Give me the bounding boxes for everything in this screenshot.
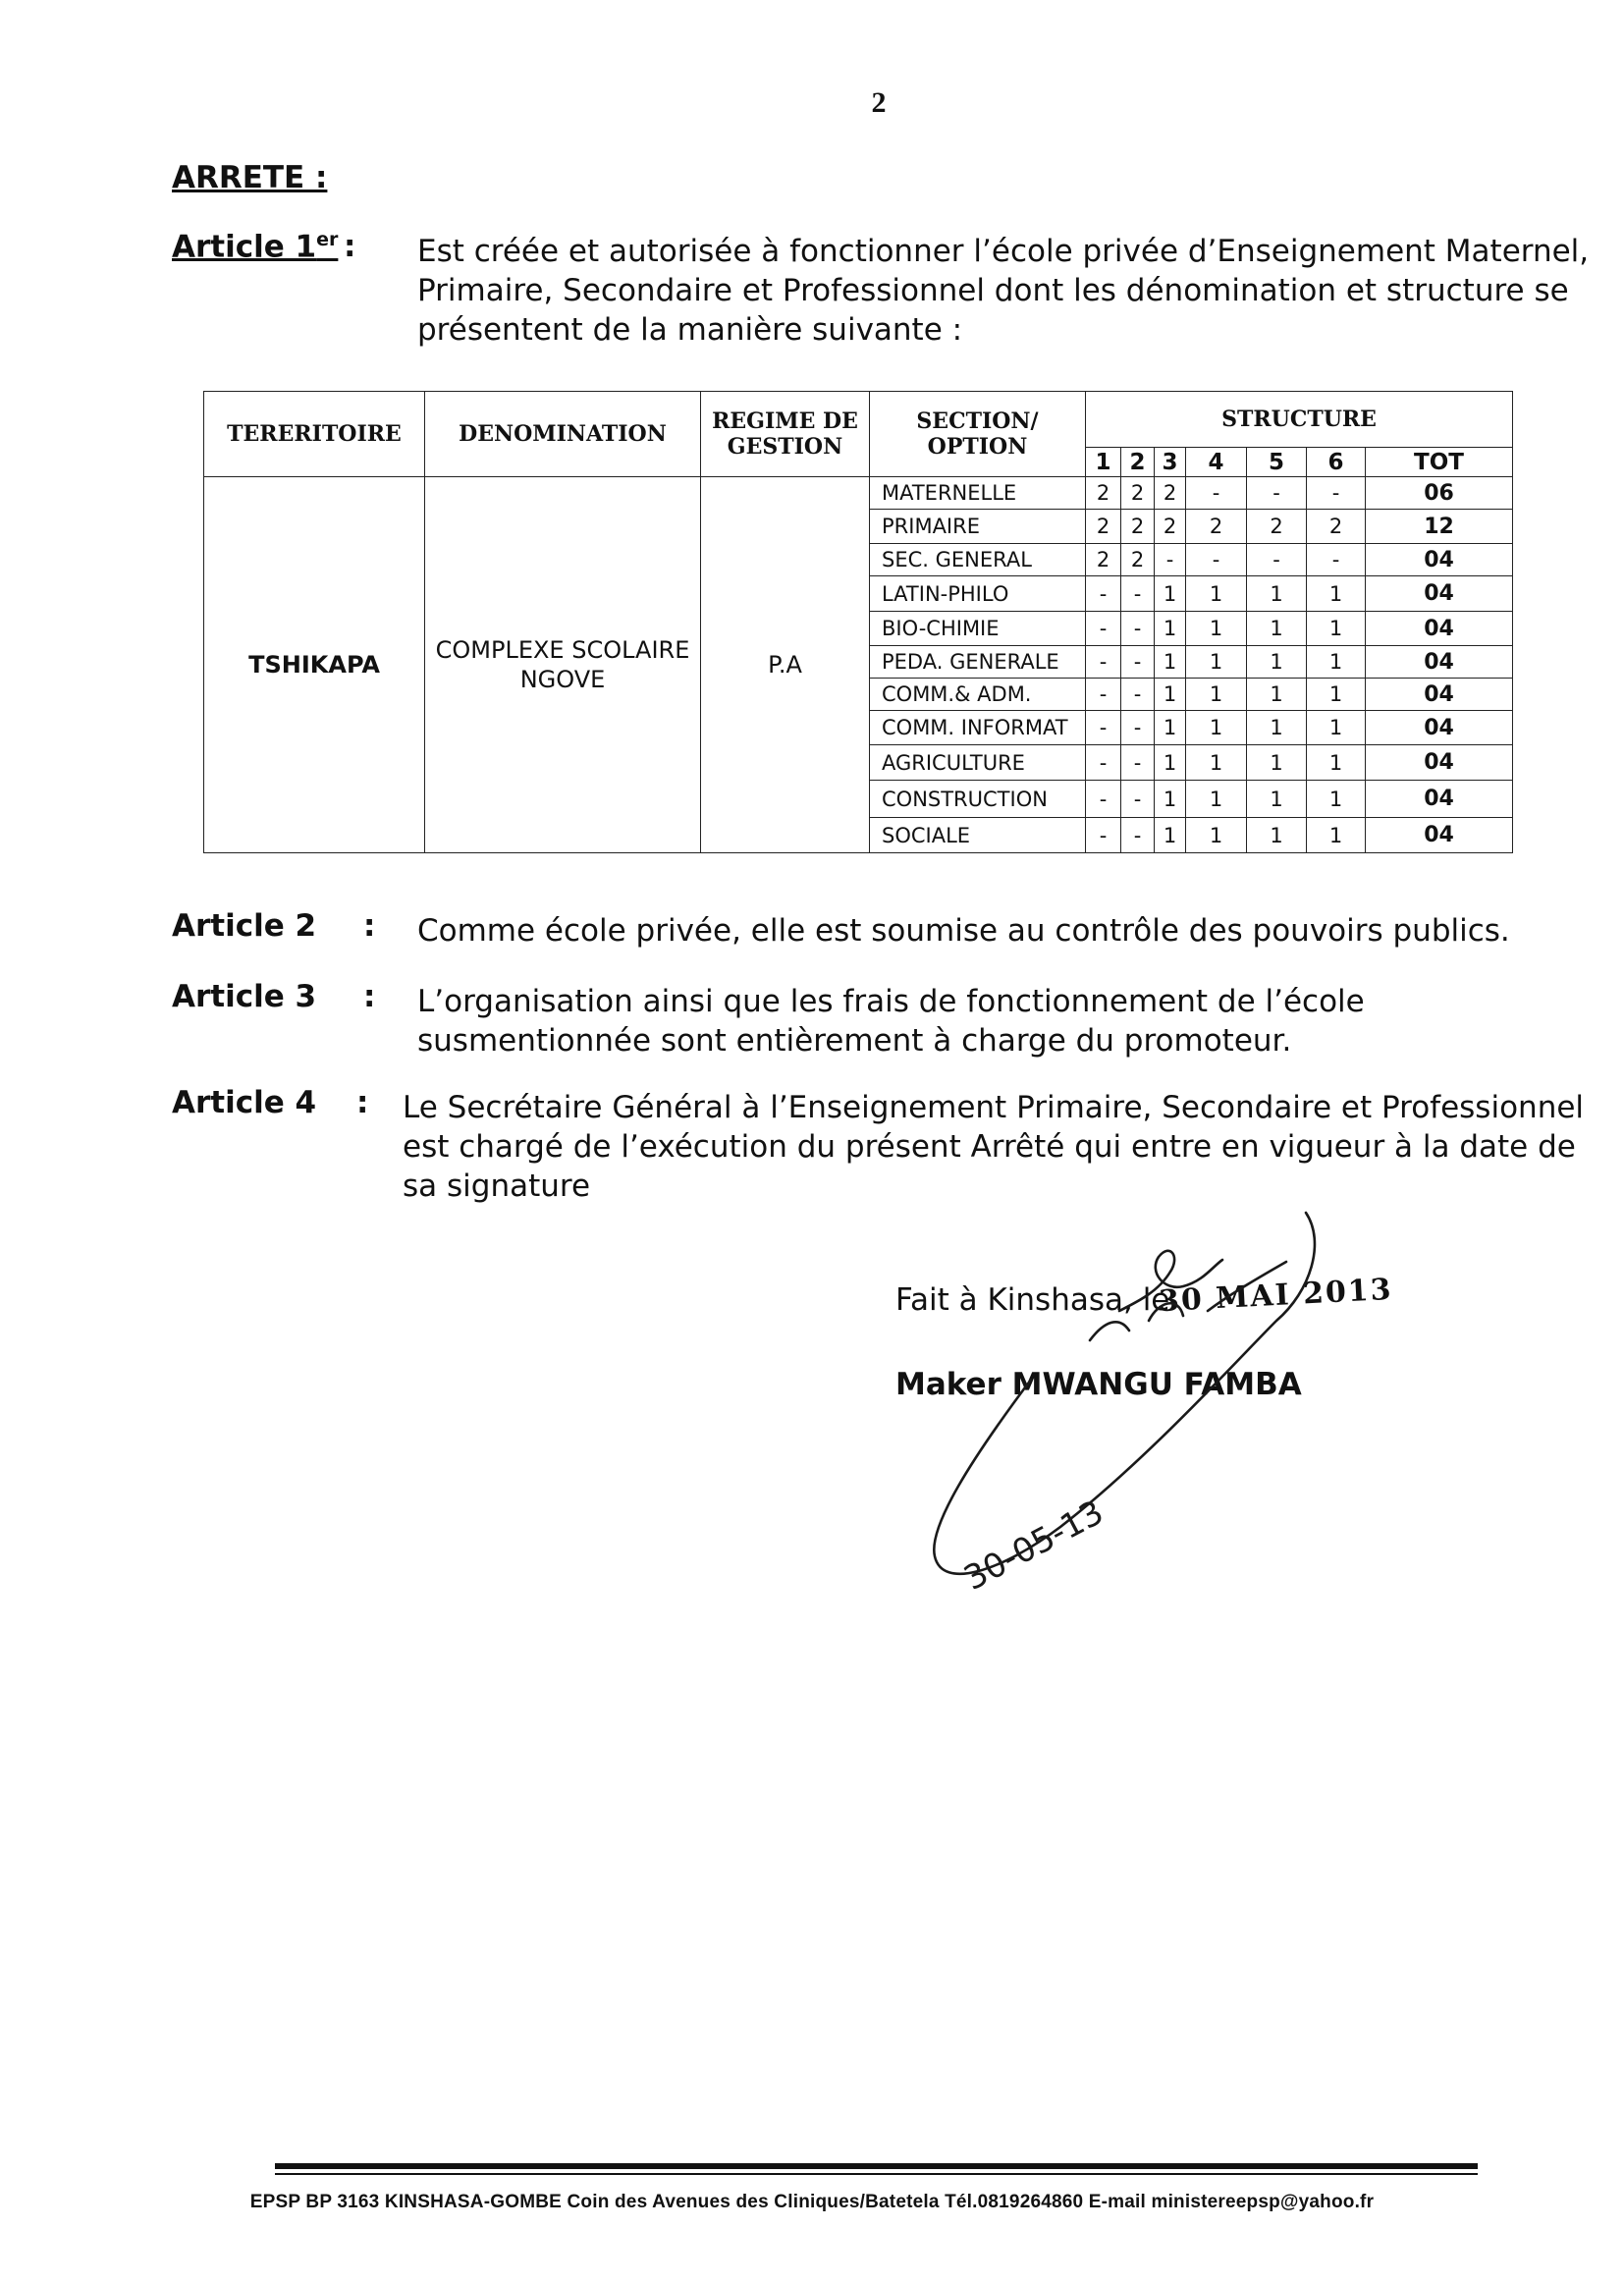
year-6-cell: 1: [1307, 646, 1366, 679]
year-1-cell: -: [1086, 781, 1121, 818]
territoire-cell: TSHIKAPA: [204, 477, 425, 853]
year-3-cell: 1: [1155, 745, 1186, 781]
year-6-cell: 1: [1307, 781, 1366, 818]
header-col-5: 5: [1247, 448, 1307, 477]
option-cell: LATIN-PHILO: [870, 576, 1086, 612]
article-4-label: Article 4: [172, 1085, 317, 1120]
option-cell: AGRICULTURE: [870, 745, 1086, 781]
year-1-cell: -: [1086, 818, 1121, 853]
year-1-cell: -: [1086, 679, 1121, 711]
article-3-text: [417, 982, 1365, 1060]
year-6-cell: 1: [1307, 818, 1366, 853]
table-row: [204, 477, 1513, 510]
option-cell: PRIMAIRE: [870, 510, 1086, 544]
year-4-cell: -: [1186, 544, 1247, 576]
year-4-cell: 1: [1186, 646, 1247, 679]
year-5-cell: 1: [1247, 711, 1307, 745]
year-4-cell: -: [1186, 477, 1247, 510]
year-6-cell: 1: [1307, 612, 1366, 646]
year-4-cell: 1: [1186, 745, 1247, 781]
total-cell: 06: [1366, 477, 1513, 510]
total-cell: 04: [1366, 818, 1513, 853]
year-5-cell: 1: [1247, 576, 1307, 612]
article-3-line: L’organisation ainsi que les frais de fonctionnement de l’école: [417, 984, 1365, 1019]
article-1-text: [417, 232, 1589, 350]
option-cell: SEC. GENERAL: [870, 544, 1086, 576]
year-3-cell: 1: [1155, 818, 1186, 853]
year-1-cell: -: [1086, 612, 1121, 646]
year-2-cell: -: [1121, 679, 1155, 711]
year-4-cell: 1: [1186, 679, 1247, 711]
option-cell: COMM. INFORMAT: [870, 711, 1086, 745]
year-2-cell: 2: [1121, 510, 1155, 544]
denomination-line: COMPLEXE SCOLAIRE: [435, 636, 690, 664]
year-6-cell: 1: [1307, 576, 1366, 612]
article-4-line: Le Secrétaire Général à l’Enseignement Primaire, Secondaire et Professionnel: [403, 1090, 1585, 1125]
year-2-cell: -: [1121, 576, 1155, 612]
article-4-line: sa signature: [403, 1169, 591, 1204]
article-1-line: Primaire, Secondaire et Professionnel dont les dénomination et structure se: [417, 273, 1569, 308]
year-6-cell: 1: [1307, 679, 1366, 711]
total-cell: 04: [1366, 612, 1513, 646]
year-5-cell: -: [1247, 477, 1307, 510]
year-3-cell: 1: [1155, 679, 1186, 711]
year-5-cell: 1: [1247, 745, 1307, 781]
article-3-label: Article 3: [172, 979, 317, 1014]
year-3-cell: 2: [1155, 477, 1186, 510]
year-2-cell: 2: [1121, 544, 1155, 576]
article-1-line: présentent de la manière suivante :: [417, 312, 963, 348]
article-1-label: Article 1er: [172, 229, 339, 265]
option-cell: SOCIALE: [870, 818, 1086, 853]
year-1-cell: -: [1086, 745, 1121, 781]
option-cell: MATERNELLE: [870, 477, 1086, 510]
total-cell: 04: [1366, 576, 1513, 612]
header-col-2: 2: [1121, 448, 1155, 477]
year-2-cell: -: [1121, 646, 1155, 679]
year-4-cell: 1: [1186, 818, 1247, 853]
option-cell: CONSTRUCTION: [870, 781, 1086, 818]
year-6-cell: -: [1307, 544, 1366, 576]
article-2-label: Article 2: [172, 908, 317, 944]
denomination-cell: [425, 477, 701, 853]
header-denomination: DENOMINATION: [425, 392, 701, 477]
year-2-cell: -: [1121, 745, 1155, 781]
footer-rule-thin: [275, 2173, 1478, 2175]
year-3-cell: -: [1155, 544, 1186, 576]
year-5-cell: -: [1247, 544, 1307, 576]
year-1-cell: 2: [1086, 510, 1121, 544]
article-3-line: susmentionnée sont entièrement à charge du promoteur.: [417, 1023, 1292, 1059]
total-cell: 04: [1366, 711, 1513, 745]
year-1-cell: -: [1086, 576, 1121, 612]
year-5-cell: 1: [1247, 646, 1307, 679]
year-4-cell: 1: [1186, 711, 1247, 745]
footer-address: EPSP BP 3163 KINSHASA-GOMBE Coin des Avenues des Cliniques/Batetela Tél.0819264860 E-mail ministereepsp@yahoo.fr: [249, 2192, 1375, 2212]
article-1-line: Est créée et autorisée à fonctionner l’école privée d’Enseignement Maternel,: [417, 234, 1590, 269]
year-5-cell: 1: [1247, 679, 1307, 711]
option-cell: COMM.& ADM.: [870, 679, 1086, 711]
signatory-name: Maker MWANGU FAMBA: [895, 1367, 1302, 1402]
header-col-3: 3: [1155, 448, 1186, 477]
year-3-cell: 1: [1155, 576, 1186, 612]
option-cell: PEDA. GENERALE: [870, 646, 1086, 679]
year-2-cell: -: [1121, 818, 1155, 853]
article-2-line: Comme école privée, elle est soumise au contrôle des pouvoirs publics.: [417, 913, 1510, 949]
header-col-4: 4: [1186, 448, 1247, 477]
year-1-cell: 2: [1086, 477, 1121, 510]
article-1-colon: :: [344, 229, 356, 264]
article-4-line: est chargé de l’exécution du présent Arrêté qui entre en vigueur à la date de: [403, 1129, 1576, 1165]
place-date-line: Fait à Kinshasa, le: [895, 1282, 1170, 1318]
year-5-cell: 1: [1247, 612, 1307, 646]
page-number: 2: [871, 86, 887, 119]
total-cell: 04: [1366, 646, 1513, 679]
article-2-colon: :: [363, 908, 376, 944]
article-4-colon: :: [356, 1085, 369, 1120]
total-cell: 04: [1366, 544, 1513, 576]
date-stamp: 30 MAI 2013: [1158, 1272, 1394, 1320]
total-cell: 04: [1366, 745, 1513, 781]
header-regime: REGIME DE GESTION: [701, 392, 870, 477]
year-4-cell: 1: [1186, 612, 1247, 646]
article-2-text: [417, 911, 1510, 951]
year-1-cell: 2: [1086, 544, 1121, 576]
year-3-cell: 1: [1155, 646, 1186, 679]
year-5-cell: 1: [1247, 818, 1307, 853]
header-col-6: 6: [1307, 448, 1366, 477]
heading-arrete: ARRETE :: [172, 160, 328, 195]
year-2-cell: 2: [1121, 477, 1155, 510]
year-4-cell: 1: [1186, 781, 1247, 818]
year-5-cell: 1: [1247, 781, 1307, 818]
year-5-cell: 2: [1247, 510, 1307, 544]
denomination-line: NGOVE: [519, 666, 606, 693]
header-territoire: TERERITOIRE: [204, 392, 425, 477]
total-cell: 04: [1366, 781, 1513, 818]
structure-table: [203, 391, 1513, 853]
footer-rule: [275, 2163, 1478, 2169]
handwritten-signature: [913, 1203, 1345, 1615]
year-6-cell: -: [1307, 477, 1366, 510]
header-section: SECTION/ OPTION: [870, 392, 1086, 477]
year-2-cell: -: [1121, 711, 1155, 745]
year-2-cell: -: [1121, 781, 1155, 818]
total-cell: 04: [1366, 679, 1513, 711]
year-6-cell: 1: [1307, 711, 1366, 745]
year-3-cell: 2: [1155, 510, 1186, 544]
handwritten-date: 30-05-13: [957, 1493, 1110, 1599]
year-2-cell: -: [1121, 612, 1155, 646]
regime-cell: P.A: [701, 477, 870, 853]
option-cell: BIO-CHIMIE: [870, 612, 1086, 646]
year-6-cell: 2: [1307, 510, 1366, 544]
year-3-cell: 1: [1155, 711, 1186, 745]
year-4-cell: 2: [1186, 510, 1247, 544]
year-1-cell: -: [1086, 711, 1121, 745]
article-4-text: [403, 1088, 1584, 1206]
year-1-cell: -: [1086, 646, 1121, 679]
year-3-cell: 1: [1155, 781, 1186, 818]
header-structure: STRUCTURE: [1086, 392, 1513, 448]
year-4-cell: 1: [1186, 576, 1247, 612]
total-cell: 12: [1366, 510, 1513, 544]
article-3-colon: :: [363, 979, 376, 1014]
header-col-tot: TOT: [1366, 448, 1513, 477]
year-3-cell: 1: [1155, 612, 1186, 646]
year-6-cell: 1: [1307, 745, 1366, 781]
header-col-1: 1: [1086, 448, 1121, 477]
